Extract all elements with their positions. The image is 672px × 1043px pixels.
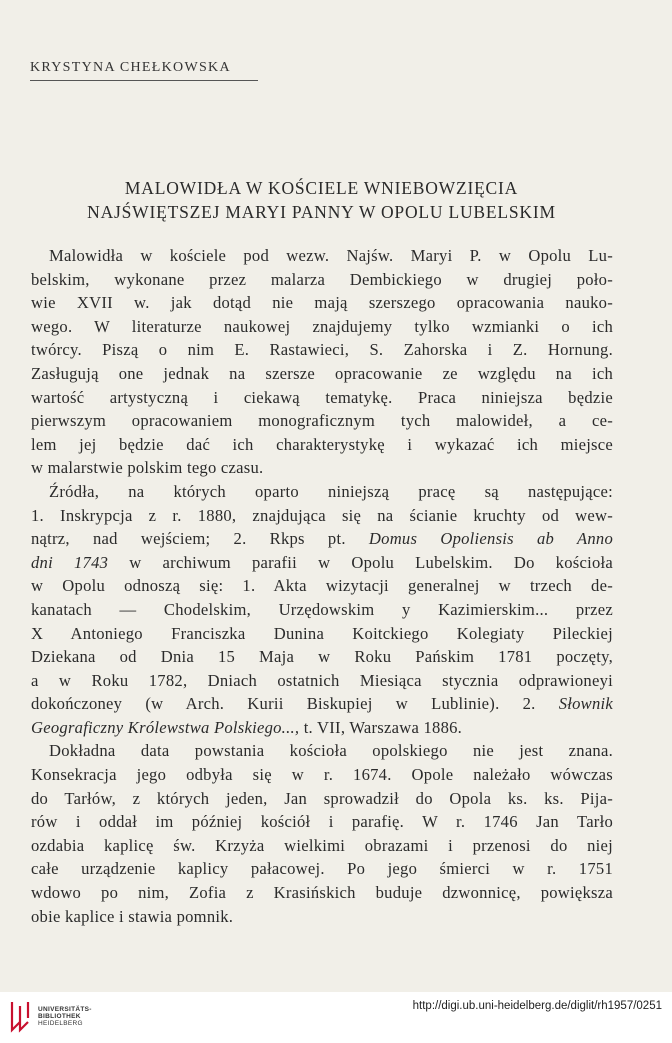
- body-line: [31, 551, 613, 575]
- body-line: a w Roku 1782, Dniach ostatnich Miesiąca stycznia odprawioneyi: [31, 670, 613, 690]
- body-line: [31, 692, 613, 716]
- body-line: belskim, wykonane przez malarza Dembickiego w drugiej poło-: [31, 269, 613, 289]
- body-line: obie kaplice i stawia pomnik.: [31, 906, 234, 926]
- running-head: KRYSTYNA CHEŁKOWSKA: [30, 60, 231, 75]
- body-line: Malowidła w kościele pod wezw. Najśw. Maryi P. w Opolu Lu-: [49, 246, 613, 265]
- body-line: pierwszym opracowaniem monograficznym tych malowideł, a ce-: [31, 411, 613, 431]
- title-line-2: NAJŚWIĘTSZEJ MARYI PANNY W OPOLU LUBELSKIM: [87, 202, 556, 222]
- body-line: rów i oddał im później kościół i parafię. W r. 1746 Jan Tarło: [31, 812, 613, 832]
- body-line: w malarstwie polskim tego czasu.: [31, 458, 264, 478]
- body-line: Dziekana od Dnia 15 Maja w Roku Pańskim 1781 poczęty,: [31, 647, 613, 667]
- body-line: 1. Inskrypcja z r. 1880, znajdująca się na ścianie kruchty od wew-: [31, 505, 613, 525]
- body-line: w Opolu odnoszą się: 1. Akta wizytacji generalnej w trzech de-: [31, 576, 613, 596]
- body-line: Dokładna data powstania kościoła opolskiego nie jest znana.: [49, 741, 613, 761]
- body-line: wdowo po nim, Zofia z Krasińskich buduje dzwonnicę, powiększa: [31, 883, 613, 903]
- source-title-italic: Geograficzny Królewstwa Polskiego...,: [31, 717, 300, 737]
- library-name-line-1: UNIVERSITÄTS-: [38, 1006, 92, 1013]
- body-line: wartość artystyczną i ciekawą tematykę. Praca niniejsza będzie: [31, 387, 613, 407]
- body-line: wie XVII w. jak dotąd nie mają szerszego opracowania nauko-: [31, 293, 613, 313]
- university-library-logo-icon: [8, 1000, 34, 1034]
- library-name-line-2: BIBLIOTHEK: [38, 1013, 81, 1020]
- body-line: wego. W literaturze naukowej znajdujemy tylko wzmianki o ich: [31, 316, 613, 336]
- title-line-1: MALOWIDŁA W KOŚCIELE WNIEBOWZIĘCIA: [124, 178, 519, 198]
- body-line: Zasługują one jednak na szersze opracowanie ze względu na ich: [31, 363, 613, 383]
- body-line: [31, 527, 613, 551]
- body-line: Konsekracja jego odbyła się w r. 1674. Opole należało wówczas: [31, 765, 613, 785]
- body-text: t. VII, Warszawa 1886.: [303, 717, 463, 737]
- body-text: w archiwum parafii w Opolu Lubelskim. Do kościoła: [129, 552, 613, 572]
- body-text: nątrz, nad wejściem; 2. Rkps pt.: [31, 529, 346, 549]
- running-head-rule: [30, 80, 258, 81]
- body-line: twórcy. Piszą o nim E. Rastawieci, S. Zahorska i Z. Hornung.: [31, 340, 613, 360]
- source-title-italic: dni 1743: [31, 552, 109, 572]
- body-line: kanatach — Chodelskim, Urzędowskim y Kazimierskim... przez: [31, 599, 613, 619]
- viewer-footer: [0, 992, 672, 1043]
- body-line: Źródła, na których oparto niniejszą pracę są następujące:: [49, 481, 613, 501]
- source-title-italic: Domus Opoliensis ab Anno: [368, 529, 613, 549]
- source-title-italic: Słownik: [558, 694, 613, 714]
- body-line: całe urządzenie kaplicy pałacowej. Po jego śmierci w r. 1751: [31, 859, 613, 879]
- article-title: [30, 176, 613, 224]
- article-body: [31, 244, 613, 928]
- library-name-line-3: HEIDELBERG: [38, 1020, 83, 1027]
- body-line: [31, 716, 613, 740]
- body-line: lem jej będzie dać ich charakterystykę i wykazać ich miejsce: [31, 434, 613, 454]
- permalink-url[interactable]: http://digi.ub.uni-heidelberg.de/diglit/rh1957/0251: [412, 1000, 662, 1012]
- body-line: do Tarłów, z których jeden, Jan sprowadził do Opola ks. ks. Pija-: [31, 788, 613, 808]
- body-line: ozdabia kaplicę św. Krzyża wielkimi obrazami i przenosi do niej: [31, 835, 613, 855]
- body-line: X Antoniego Franciszka Dunina Koitckiego Kolegiaty Pileckiej: [31, 623, 613, 643]
- body-text: dokończoney (w Arch. Kurii Biskupiej w Lublinie). 2.: [31, 694, 536, 714]
